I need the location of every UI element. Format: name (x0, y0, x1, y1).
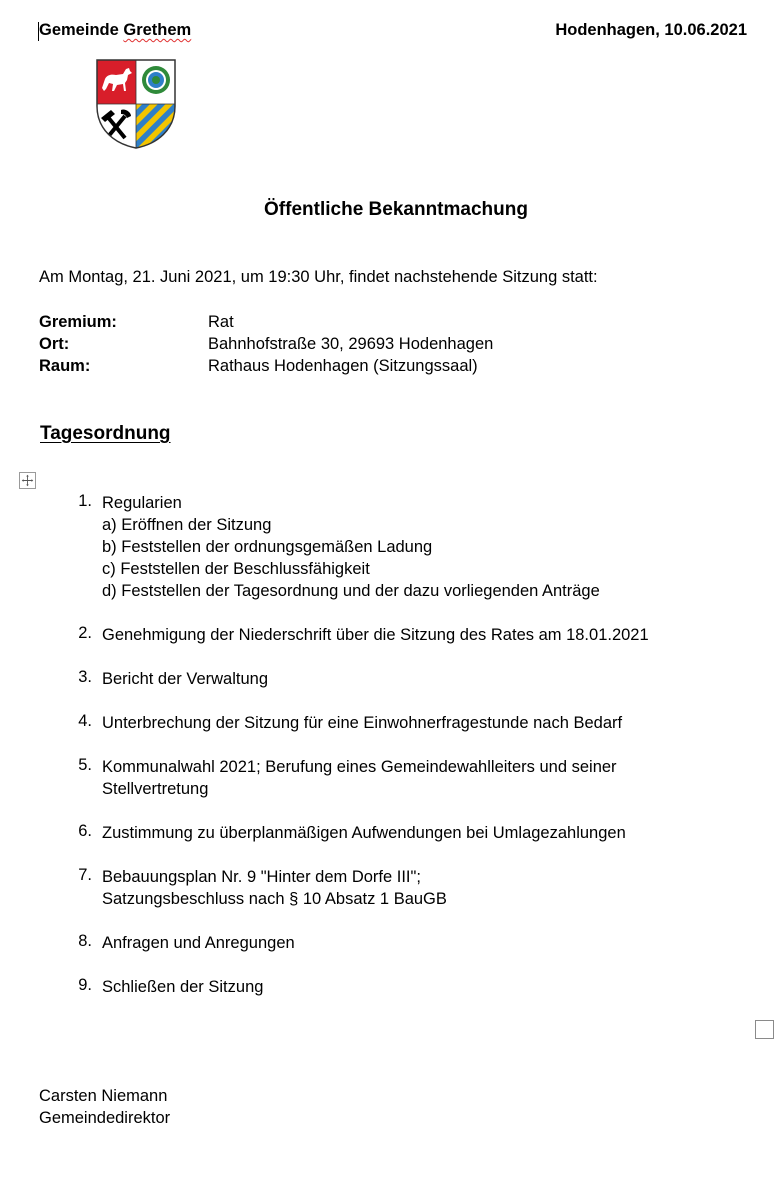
meeting-room-value: Rathaus Hodenhagen (Sitzungssaal) (208, 357, 478, 375)
meeting-location-value: Bahnhofstraße 30, 29693 Hodenhagen (208, 335, 494, 353)
agenda-subitem: d) Feststellen der Tagesordnung und der dazu vorliegenden Anträge (102, 582, 600, 600)
agenda-item-title: Kommunalwahl 2021; Berufung eines Gemeindewahlleiters und seiner (102, 758, 617, 776)
municipality-prefix: Gemeinde (39, 21, 119, 39)
agenda-item-number: 1. (78, 492, 92, 510)
agenda-item-number: 9. (78, 976, 92, 994)
agenda-subitem: a) Eröffnen der Sitzung (102, 516, 272, 534)
agenda-item-number: 5. (78, 756, 92, 774)
agenda-subitem: b) Feststellen der ordnungsgemäßen Ladung (102, 538, 433, 556)
agenda-item-number: 3. (78, 668, 92, 686)
signatory-name: Carsten Niemann (39, 1087, 168, 1105)
move-handle-icon[interactable] (19, 472, 36, 489)
coat-of-arms-icon (95, 58, 177, 150)
agenda-item-number: 4. (78, 712, 92, 730)
meeting-room-label: Raum: (39, 357, 91, 375)
municipality-name-misspelled: Grethem (123, 21, 192, 39)
agenda-item-number: 2. (78, 624, 92, 642)
agenda-item-title: Schließen der Sitzung (102, 978, 264, 996)
agenda-item-title: Zustimmung zu überplanmäßigen Aufwendungen bei Umlagezahlungen (102, 824, 626, 842)
agenda-subitem: c) Feststellen der Beschlussfähigkeit (102, 560, 370, 578)
agenda-item-title-continued: Stellvertretung (102, 780, 209, 798)
place-date: Hodenhagen, 10.06.2021 (555, 21, 747, 39)
signatory-role: Gemeindedirektor (39, 1109, 171, 1127)
signature-block (39, 1085, 170, 1129)
meeting-committee-value: Rat (208, 313, 234, 331)
document-title: Öffentliche Bekanntmachung (264, 199, 528, 220)
meeting-intro: Am Montag, 21. Juni 2021, um 19:30 Uhr, findet nachstehende Sitzung statt: (39, 268, 598, 286)
agenda-item-number: 8. (78, 932, 92, 950)
agenda-item-title: Anfragen und Anregungen (102, 934, 295, 952)
agenda-item-title-continued: Satzungsbeschluss nach § 10 Absatz 1 BauGB (102, 890, 447, 908)
agenda-item-title: Unterbrechung der Sitzung für eine Einwohnerfragestunde nach Bedarf (102, 714, 623, 732)
agenda-item-number: 7. (78, 866, 92, 884)
agenda-heading: Tagesordnung (40, 423, 171, 444)
meeting-location-label: Ort: (39, 335, 70, 353)
agenda-item-title: Genehmigung der Niederschrift über die Sitzung des Rates am 18.01.2021 (102, 626, 649, 644)
checkbox-icon[interactable] (755, 1020, 774, 1039)
agenda-item-number: 6. (78, 822, 92, 840)
meeting-committee-label: Gremium: (39, 313, 117, 331)
agenda-item-title: Bebauungsplan Nr. 9 "Hinter dem Dorfe III"; (102, 868, 421, 886)
agenda-item-title: Regularien (102, 494, 182, 512)
agenda-item-title: Bericht der Verwaltung (102, 670, 269, 688)
municipality-name (39, 21, 191, 40)
